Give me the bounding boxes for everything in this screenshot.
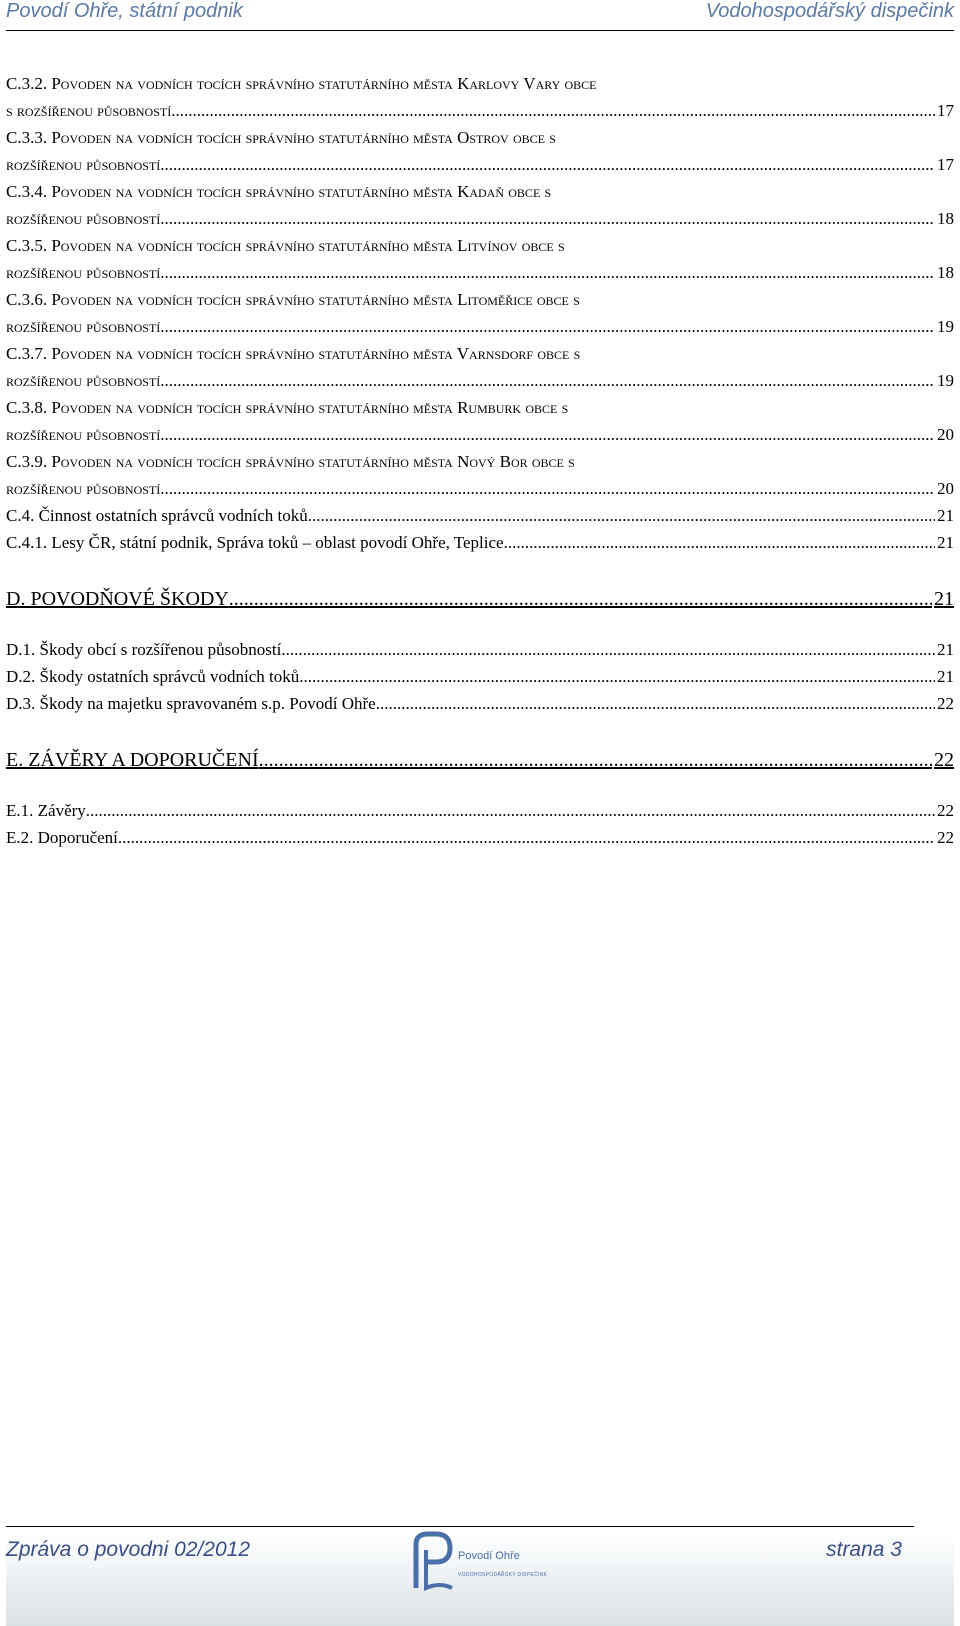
toc-title-cont: rozšířenou působností	[6, 209, 161, 228]
toc-entry-d[interactable]	[6, 584, 954, 614]
page-footer	[6, 1526, 954, 1626]
toc-entry-c35[interactable]	[6, 232, 954, 286]
toc-title: Povoden na vodních tocích správního statutárního města Rumburk obce s	[51, 398, 569, 417]
toc-entry-c36[interactable]	[6, 286, 954, 340]
toc-number: C.3.9.	[6, 452, 48, 471]
toc-entry-c39[interactable]	[6, 448, 954, 502]
toc-leader	[308, 502, 935, 529]
footer-page-number: strana 3	[826, 1538, 902, 1561]
logo-subtext: VODOHOSPODÁŘSKÝ DISPEČINK	[458, 1572, 548, 1578]
toc-entry-c38[interactable]	[6, 394, 954, 448]
toc-title-cont: rozšířenou působností	[6, 263, 161, 282]
toc-title: Závěry	[37, 801, 86, 820]
toc-leader	[160, 151, 935, 178]
footer-report-title: Zpráva o povodni 02/2012	[6, 1538, 251, 1561]
toc-title: Povoden na vodních tocích správního statutárního města Nový Bor obce s	[51, 452, 575, 471]
toc-number: D.1.	[6, 640, 36, 659]
toc-title: Povoden na vodních tocích správního statutárního města Karlovy Vary obce	[51, 74, 597, 93]
toc-leader	[160, 313, 935, 340]
toc-title: Povoden na vodních tocích správního statutárního města Litvínov obce s	[51, 236, 565, 255]
toc-page: 22	[937, 694, 954, 713]
header-department: Vodohospodářský dispečink	[705, 0, 954, 22]
toc-title: Škody ostatních správců vodních toků	[39, 667, 300, 686]
toc-leader	[229, 584, 932, 614]
toc-title: Povoden na vodních tocích správního statutárního města Ostrov obce s	[51, 128, 556, 147]
toc-entry-d2[interactable]	[6, 663, 954, 690]
toc-entry-d3[interactable]	[6, 690, 954, 717]
toc-title: Povoden na vodních tocích správního statutárního města Varnsdorf obce s	[51, 344, 581, 363]
toc-page: 19	[937, 317, 954, 336]
toc-page: 18	[937, 263, 954, 282]
toc-leader	[160, 205, 935, 232]
toc-number: C.3.3.	[6, 128, 48, 147]
toc-title-cont: rozšířenou působností	[6, 371, 161, 390]
header-organization: Povodí Ohře, státní podnik	[6, 0, 243, 22]
toc-entry-d1[interactable]	[6, 636, 954, 663]
toc-number: C.3.5.	[6, 236, 48, 255]
toc-entry-c41[interactable]	[6, 529, 954, 556]
toc-leader	[376, 690, 935, 717]
toc-title-cont: rozšířenou působností	[6, 155, 161, 174]
toc-page: 17	[937, 155, 954, 174]
toc-number: C.4.	[6, 506, 35, 525]
toc-page: 22	[934, 749, 954, 771]
toc-page: 21	[937, 506, 954, 525]
toc-title-cont: rozšířenou působností	[6, 317, 161, 336]
toc-page: 21	[937, 667, 954, 686]
toc-page: 17	[937, 101, 954, 120]
toc-entry-e1[interactable]	[6, 797, 954, 824]
toc-page: 20	[937, 425, 954, 444]
toc-number: C.3.8.	[6, 398, 48, 417]
footer-divider	[6, 1526, 914, 1527]
toc-title: Doporučení	[37, 828, 118, 847]
toc-number: D.3.	[6, 694, 36, 713]
toc-title: Škody na majetku spravovaném s.p. Povodí Ohře	[39, 694, 376, 713]
toc-title-cont: rozšířenou působností	[6, 425, 161, 444]
toc-number: C.3.6.	[6, 290, 48, 309]
povodi-ohre-logo	[410, 1530, 580, 1594]
table-of-contents	[6, 70, 954, 851]
toc-leader	[86, 797, 935, 824]
toc-leader	[281, 636, 935, 663]
toc-title: Povoden na vodních tocích správního statutárního města Kadaň obce s	[51, 182, 552, 201]
toc-leader	[160, 421, 935, 448]
toc-chapter-title: D. POVODŇOVÉ ŠKODY	[6, 588, 229, 610]
toc-entry-c32[interactable]	[6, 70, 954, 124]
toc-title-cont: s rozšířenou působností	[6, 101, 172, 120]
toc-leader	[160, 259, 935, 286]
toc-number: C.3.2.	[6, 74, 48, 93]
toc-leader	[504, 529, 935, 556]
toc-chapter-title: E. ZÁVĚRY A DOPORUČENÍ	[6, 749, 259, 771]
toc-leader	[118, 824, 935, 851]
toc-entry-c37[interactable]	[6, 340, 954, 394]
toc-leader	[259, 745, 932, 775]
toc-title: Povoden na vodních tocích správního statutárního města Litoměřice obce s	[51, 290, 580, 309]
toc-page: 20	[937, 479, 954, 498]
page-header	[6, 0, 954, 31]
toc-page: 22	[937, 828, 954, 847]
toc-page: 18	[937, 209, 954, 228]
toc-number: C.3.4.	[6, 182, 48, 201]
toc-entry-c4[interactable]	[6, 502, 954, 529]
toc-number: E.1.	[6, 801, 34, 820]
toc-title-cont: rozšířenou působností	[6, 479, 161, 498]
logo-mark-icon	[410, 1530, 458, 1594]
toc-entry-c34[interactable]	[6, 178, 954, 232]
toc-page: 21	[937, 533, 954, 552]
toc-title: Škody obcí s rozšířenou působností	[39, 640, 282, 659]
toc-leader	[160, 475, 935, 502]
toc-number: E.2.	[6, 828, 34, 847]
toc-entry-c33[interactable]	[6, 124, 954, 178]
toc-page: 21	[937, 640, 954, 659]
toc-entry-e2[interactable]	[6, 824, 954, 851]
toc-number: C.3.7.	[6, 344, 48, 363]
toc-page: 22	[937, 801, 954, 820]
toc-entry-e[interactable]	[6, 745, 954, 775]
toc-leader	[160, 367, 935, 394]
toc-title: Lesy ČR, státní podnik, Správa toků – oblast povodí Ohře, Teplice	[51, 533, 504, 552]
toc-leader	[299, 663, 935, 690]
toc-page: 19	[937, 371, 954, 390]
toc-number: D.2.	[6, 667, 36, 686]
toc-number: C.4.1.	[6, 533, 48, 552]
toc-title: Činnost ostatních správců vodních toků	[38, 506, 308, 525]
logo-text: Povodí Ohře	[458, 1550, 520, 1562]
toc-page: 21	[934, 588, 954, 610]
toc-leader	[171, 97, 935, 124]
